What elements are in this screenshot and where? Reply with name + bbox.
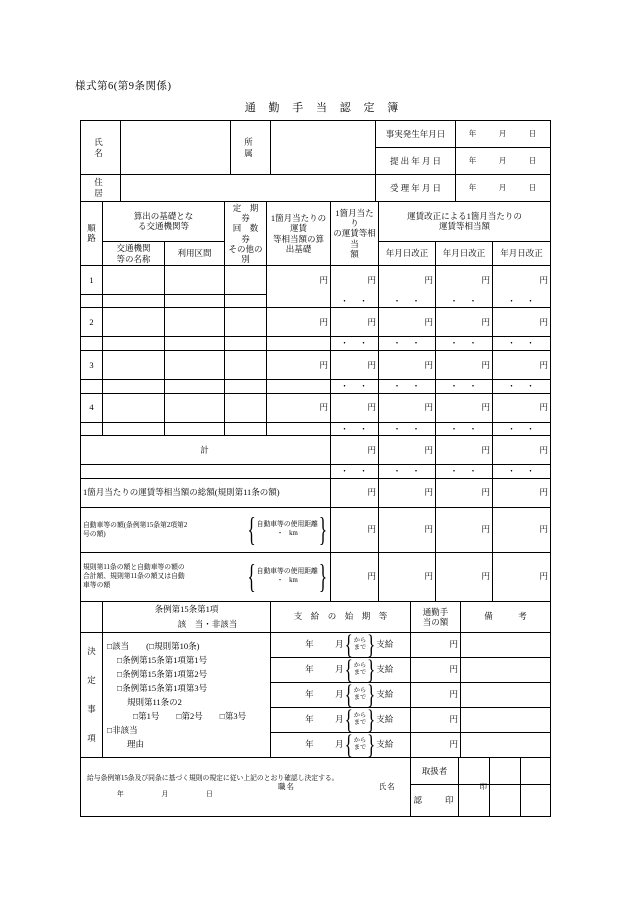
row-2-rev3[interactable]: 円 [493, 308, 551, 337]
brace-right-icon-p4: } [367, 704, 376, 735]
row-1-rev3-dots: ・ ・ [493, 295, 551, 308]
col-month-fare-header: 1箇月当たり の運賃等相当 額 [331, 202, 379, 266]
summary-2-rev3[interactable]: 円 [493, 507, 551, 552]
remarks-4[interactable] [461, 707, 551, 732]
row-1-rev2-dots: ・ ・ [436, 295, 493, 308]
footer-date-line[interactable] [87, 791, 404, 799]
summary-2-rev1[interactable]: 円 [379, 507, 436, 552]
row-2-rev3-dots: ・ ・ [493, 337, 551, 351]
period-2-pay: 支給 [376, 664, 394, 675]
total-rev3-dots: ・ ・ [493, 465, 551, 479]
distance-dot-2: ・ [276, 576, 288, 584]
col-month-fare-basis-header: 1箇月当たりの運賃 等相当額の算出基礎 [267, 202, 331, 266]
row-order-2-b [81, 337, 103, 351]
summary-3-cell [81, 552, 331, 601]
row-1-section-b [165, 295, 225, 308]
table-row[interactable] [81, 308, 551, 337]
remarks-5[interactable] [461, 732, 551, 757]
brace-left-icon-2: { [247, 557, 256, 596]
checkbox-item-1[interactable]: □条例第15条第1項第1号 [117, 654, 208, 665]
residence-label: 住 居 [81, 175, 121, 202]
row-order-4-b [81, 422, 103, 436]
decision-table [80, 601, 551, 758]
decision-side-label-header [81, 601, 103, 632]
col-basis-section-header: 利用区間 [165, 241, 225, 265]
row-3-fare[interactable]: 円 [331, 350, 379, 379]
row-4-section[interactable] [165, 393, 225, 422]
decision-side-label: 決 定 事 項 [81, 632, 103, 757]
submit-date-label: 提 出 年 月 日 [376, 148, 456, 175]
total-row [81, 436, 551, 465]
row-4-rev3[interactable]: 円 [493, 393, 551, 422]
row-1-ticket-b [225, 295, 267, 308]
period-1-pay: 支給 [376, 639, 394, 650]
summary-row-vehicle [81, 507, 551, 552]
receipt-date-value[interactable] [456, 175, 551, 202]
footer-signature-line[interactable] [278, 781, 488, 792]
period-4-month: 月 [335, 714, 344, 725]
row-1-name-b [103, 295, 165, 308]
checkbox-higaito[interactable]: □非該当 [107, 724, 138, 735]
row-4-section-b [165, 422, 225, 436]
row-4-fare[interactable]: 円 [331, 393, 379, 422]
period-2-year: 年 [305, 664, 314, 675]
period-5-month: 月 [335, 739, 344, 750]
receipt-day: 日 [528, 183, 538, 193]
row-3-fare-dots: ・ ・ [331, 379, 379, 393]
amount-4[interactable]: 円 [411, 707, 461, 732]
brace-left-icon-p4: { [344, 704, 353, 735]
row-2-fare[interactable]: 円 [331, 308, 379, 337]
row-2-ticket-b [225, 337, 267, 351]
period-4-range: から まで [353, 711, 367, 726]
summary-1-rev3[interactable]: 円 [493, 478, 551, 507]
row-2-section[interactable] [165, 308, 225, 337]
row-3-basis[interactable]: 円 [267, 350, 331, 379]
checkbox-item-3[interactable]: □条例第15条第1項第3号 [117, 682, 208, 693]
brace-right-icon-p5: } [367, 729, 376, 760]
summary-1-rev2[interactable]: 円 [436, 478, 493, 507]
table-row[interactable] [81, 266, 551, 295]
remarks-3[interactable] [461, 682, 551, 707]
row-4-rev2-dots: ・ ・ [436, 422, 493, 436]
period-5-range: から まで [353, 736, 367, 751]
row-2-name[interactable] [103, 308, 165, 337]
row-order-2: 2 [81, 308, 103, 337]
row-order-4: 4 [81, 393, 103, 422]
event-year: 年 [468, 129, 478, 139]
brace-right-icon: } [318, 510, 328, 549]
period-3-pay: 支給 [376, 689, 394, 700]
row-2-basis-b [267, 337, 331, 351]
table-row-dots [81, 295, 551, 308]
brace-right-icon-p2: } [367, 654, 376, 685]
row-1-basis-b [267, 295, 331, 308]
row-1-basis[interactable]: 円 [267, 266, 331, 295]
amount-1[interactable]: 円 [411, 632, 461, 657]
row-3-rev1[interactable]: 円 [379, 350, 436, 379]
period-5-pay: 支給 [376, 739, 394, 750]
period-3-range: から まで [353, 686, 367, 701]
row-1-rev1-dots: ・ ・ [379, 295, 436, 308]
remarks-1[interactable] [461, 632, 551, 657]
col-basis-header: 算出の基礎とな る交通機関等 [103, 202, 225, 242]
receipt-month: 月 [498, 183, 508, 193]
amount-5[interactable]: 円 [411, 732, 461, 757]
handler-label: 取扱者 [411, 757, 459, 784]
row-4-fare-dots: ・ ・ [331, 422, 379, 436]
row-2-section-b [165, 337, 225, 351]
row-2-ticket[interactable] [225, 308, 267, 337]
table-row-dots [81, 379, 551, 393]
col-revision-header: 運賃改正による1箇月当たりの 運賃等相当額 [379, 202, 551, 242]
row-2-rev2-dots: ・ ・ [436, 337, 493, 351]
event-date-label: 事実発生年月日 [376, 121, 456, 148]
brace-right-icon-p1: } [367, 629, 376, 660]
submit-month: 月 [498, 156, 508, 166]
total-label-b [81, 465, 331, 479]
row-1-name[interactable] [103, 266, 165, 295]
row-3-name-b [103, 379, 165, 393]
receipt-year: 年 [468, 183, 478, 193]
distance-unit-2: km [289, 576, 298, 584]
decision-remarks-header: 備 考 [461, 601, 551, 632]
row-1-rev2[interactable]: 円 [436, 266, 493, 295]
brace-left-icon-p3: { [344, 679, 353, 710]
period-2-range: から まで [353, 661, 367, 676]
summary-1-rev1[interactable]: 円 [379, 478, 436, 507]
row-2-basis[interactable]: 円 [267, 308, 331, 337]
total-rev2-dots: ・ ・ [436, 465, 493, 479]
total-rev1-dots: ・ ・ [379, 465, 436, 479]
period-4-year: 年 [305, 714, 314, 725]
footer-year: 年 [117, 791, 125, 799]
row-4-name[interactable] [103, 393, 165, 422]
event-date-value[interactable] [456, 121, 551, 148]
row-4-rev3-dots: ・ ・ [493, 422, 551, 436]
summary-3-fare[interactable]: 円 [331, 552, 379, 601]
row-3-rev1-dots: ・ ・ [379, 379, 436, 393]
summary-3-distance: 自動車等の使用距離 ・ km [256, 567, 318, 584]
row-3-ticket[interactable] [225, 350, 267, 379]
reason-label: 理由 [127, 738, 145, 749]
footer-month: 月 [161, 791, 170, 799]
brace-right-icon-2: } [318, 557, 328, 596]
summary-3-rev3[interactable]: 円 [493, 552, 551, 601]
distance-unit: km [289, 529, 298, 537]
period-row-5[interactable] [271, 729, 411, 760]
table-row[interactable] [81, 393, 551, 422]
row-3-section-b [165, 379, 225, 393]
row-order-1: 1 [81, 266, 103, 295]
total-rev3[interactable]: 円 [493, 436, 551, 465]
decision-period-header: 支 給 の 始 期 等 [271, 601, 411, 632]
revision-head-3: 年月日改正 [493, 241, 551, 265]
approval-seal-2[interactable] [490, 785, 521, 817]
total-row-dots [81, 465, 551, 479]
col-basis-name-header: 交通機関 等の名称 [103, 241, 165, 265]
row-4-basis[interactable]: 円 [267, 393, 331, 422]
total-label: 計 [81, 436, 331, 465]
row-4-ticket[interactable] [225, 393, 267, 422]
summary-2-rev2[interactable]: 円 [436, 507, 493, 552]
event-month: 月 [498, 129, 508, 139]
summary-2-label: 自動車等の額(条例第15条第2項第2号の額) [83, 521, 188, 538]
approval-label: 認 印 [411, 785, 459, 817]
table-row[interactable] [81, 350, 551, 379]
remarks-2[interactable] [461, 657, 551, 682]
document-title: 通 勤 手 当 認 定 簿 [244, 102, 404, 114]
brace-left-icon-p2: { [344, 654, 353, 685]
table-row-dots [81, 422, 551, 436]
period-5-year: 年 [305, 739, 314, 750]
summary-3-label: 規則第11条の額と自動車等の額の合計額、規則第11条の額又は自動車等の額 [83, 563, 185, 590]
summary-3-rev1[interactable]: 円 [379, 552, 436, 601]
row-2-name-b [103, 337, 165, 351]
event-day: 日 [528, 129, 538, 139]
checkbox-sub-numbers[interactable]: □第1号 □第2号 □第3号 [133, 710, 247, 721]
summary-2-fare[interactable]: 円 [331, 507, 379, 552]
total-rev2[interactable]: 円 [436, 436, 493, 465]
row-2-rev1-dots: ・ ・ [379, 337, 436, 351]
row-4-basis-b [267, 422, 331, 436]
period-1-month: 月 [335, 639, 344, 650]
period-1-year: 年 [305, 639, 314, 650]
row-4-rev2[interactable]: 円 [436, 393, 493, 422]
row-order-3: 3 [81, 350, 103, 379]
row-order-3-b [81, 379, 103, 393]
summary-2-distance: 自動車等の使用距離 ・ km [256, 520, 318, 537]
form-number: 様式第6(第9条関係) [75, 81, 172, 92]
affiliation-label: 所 属 [231, 121, 271, 175]
row-4-name-b [103, 422, 165, 436]
row-4-rev1-dots: ・ ・ [379, 422, 436, 436]
brace-left-icon-p5: { [344, 729, 353, 760]
period-1-range: から まで [353, 636, 367, 651]
revision-head-1: 年月日改正 [379, 241, 436, 265]
row-3-section[interactable] [165, 350, 225, 379]
period-2-month: 月 [335, 664, 344, 675]
summary-row-total-amount [81, 478, 551, 507]
period-row-2[interactable] [271, 654, 411, 685]
total-fare[interactable]: 円 [331, 436, 379, 465]
decision-article-header: 条例第15条第1項 [103, 601, 271, 617]
receipt-date-label: 受 理 年 月 日 [376, 175, 456, 202]
row-1-section[interactable] [165, 266, 225, 295]
brace-left-icon-p1: { [344, 629, 353, 660]
period-3-month: 月 [335, 689, 344, 700]
summary-3-rev2[interactable]: 円 [436, 552, 493, 601]
summary-1-label: 1箇月当たりの運賃等相当額の総額(規則第11条の額) [81, 478, 331, 507]
brace-left-icon: { [247, 510, 256, 549]
period-row-3[interactable] [271, 679, 411, 710]
period-row-4[interactable] [271, 704, 411, 735]
row-3-rev2[interactable]: 円 [436, 350, 493, 379]
total-fare-dots: ・ ・ [331, 465, 379, 479]
submit-year: 年 [468, 156, 478, 166]
seal-label: 印 [479, 782, 488, 791]
decision-article-sub-header: 該 当・非該当 [103, 617, 271, 633]
rule-11-2-label: 規則第11条の2 [127, 696, 182, 707]
affiliation-value[interactable] [271, 121, 376, 175]
route-table [80, 201, 551, 602]
checkbox-item-2[interactable]: □条例第15条第1項第2号 [117, 668, 208, 679]
brace-right-icon-p3: } [367, 679, 376, 710]
row-3-basis-b [267, 379, 331, 393]
approval-seal-3[interactable] [521, 785, 551, 817]
row-3-ticket-b [225, 379, 267, 393]
row-1-rev3[interactable]: 円 [493, 266, 551, 295]
handler-seal-3[interactable] [521, 757, 551, 784]
row-1-ticket[interactable] [225, 266, 267, 295]
amount-3[interactable]: 円 [411, 682, 461, 707]
checkbox-gaito[interactable]: □該当 (□規則第10条) [107, 640, 200, 651]
decision-amount-header: 通勤手 当の額 [411, 601, 461, 632]
header-table [80, 120, 551, 202]
decision-checkbox-group[interactable] [103, 632, 271, 757]
row-4-rev1[interactable]: 円 [379, 393, 436, 422]
row-3-rev3[interactable]: 円 [493, 350, 551, 379]
row-1-fare[interactable]: 円 [331, 266, 379, 295]
footer-statement: 給与条例第15条及び同条に基づく規則の規定に従い上記のとおり確認し決定する。 [87, 774, 339, 782]
name-value[interactable] [121, 121, 231, 175]
row-3-rev2-dots: ・ ・ [436, 379, 493, 393]
row-1-rev1[interactable]: 円 [379, 266, 436, 295]
period-row-1[interactable] [271, 629, 411, 660]
residence-value[interactable] [121, 175, 376, 202]
summary-row-combined [81, 552, 551, 601]
row-2-rev2[interactable]: 円 [436, 308, 493, 337]
revision-head-2: 年月日改正 [436, 241, 493, 265]
footer-day: 日 [206, 791, 214, 799]
row-4-ticket-b [225, 422, 267, 436]
period-3-year: 年 [305, 689, 314, 700]
total-rev1[interactable]: 円 [379, 436, 436, 465]
signature-name-label: 氏名 [378, 782, 396, 791]
row-2-fare-dots: ・ ・ [331, 337, 379, 351]
row-3-name[interactable] [103, 350, 165, 379]
table-row-dots [81, 337, 551, 351]
col-order-header: 順 路 [81, 202, 103, 266]
row-order-1-b [81, 295, 103, 308]
distance-dot: ・ [276, 529, 288, 537]
name-label: 氏 名 [81, 121, 121, 175]
position-label: 職名 [278, 782, 295, 791]
row-1-fare-dots: ・ ・ [331, 295, 379, 308]
amount-2[interactable]: 円 [411, 657, 461, 682]
handler-seal-2[interactable] [490, 757, 521, 784]
col-ticket-header: 定 期 券 回 数 券 その他の別 [225, 202, 267, 266]
submit-date-value[interactable] [456, 148, 551, 175]
row-3-rev3-dots: ・ ・ [493, 379, 551, 393]
row-2-rev1[interactable]: 円 [379, 308, 436, 337]
summary-2-cell [81, 507, 331, 552]
submit-day: 日 [528, 156, 538, 166]
summary-1-fare[interactable]: 円 [331, 478, 379, 507]
period-4-pay: 支給 [376, 714, 394, 725]
